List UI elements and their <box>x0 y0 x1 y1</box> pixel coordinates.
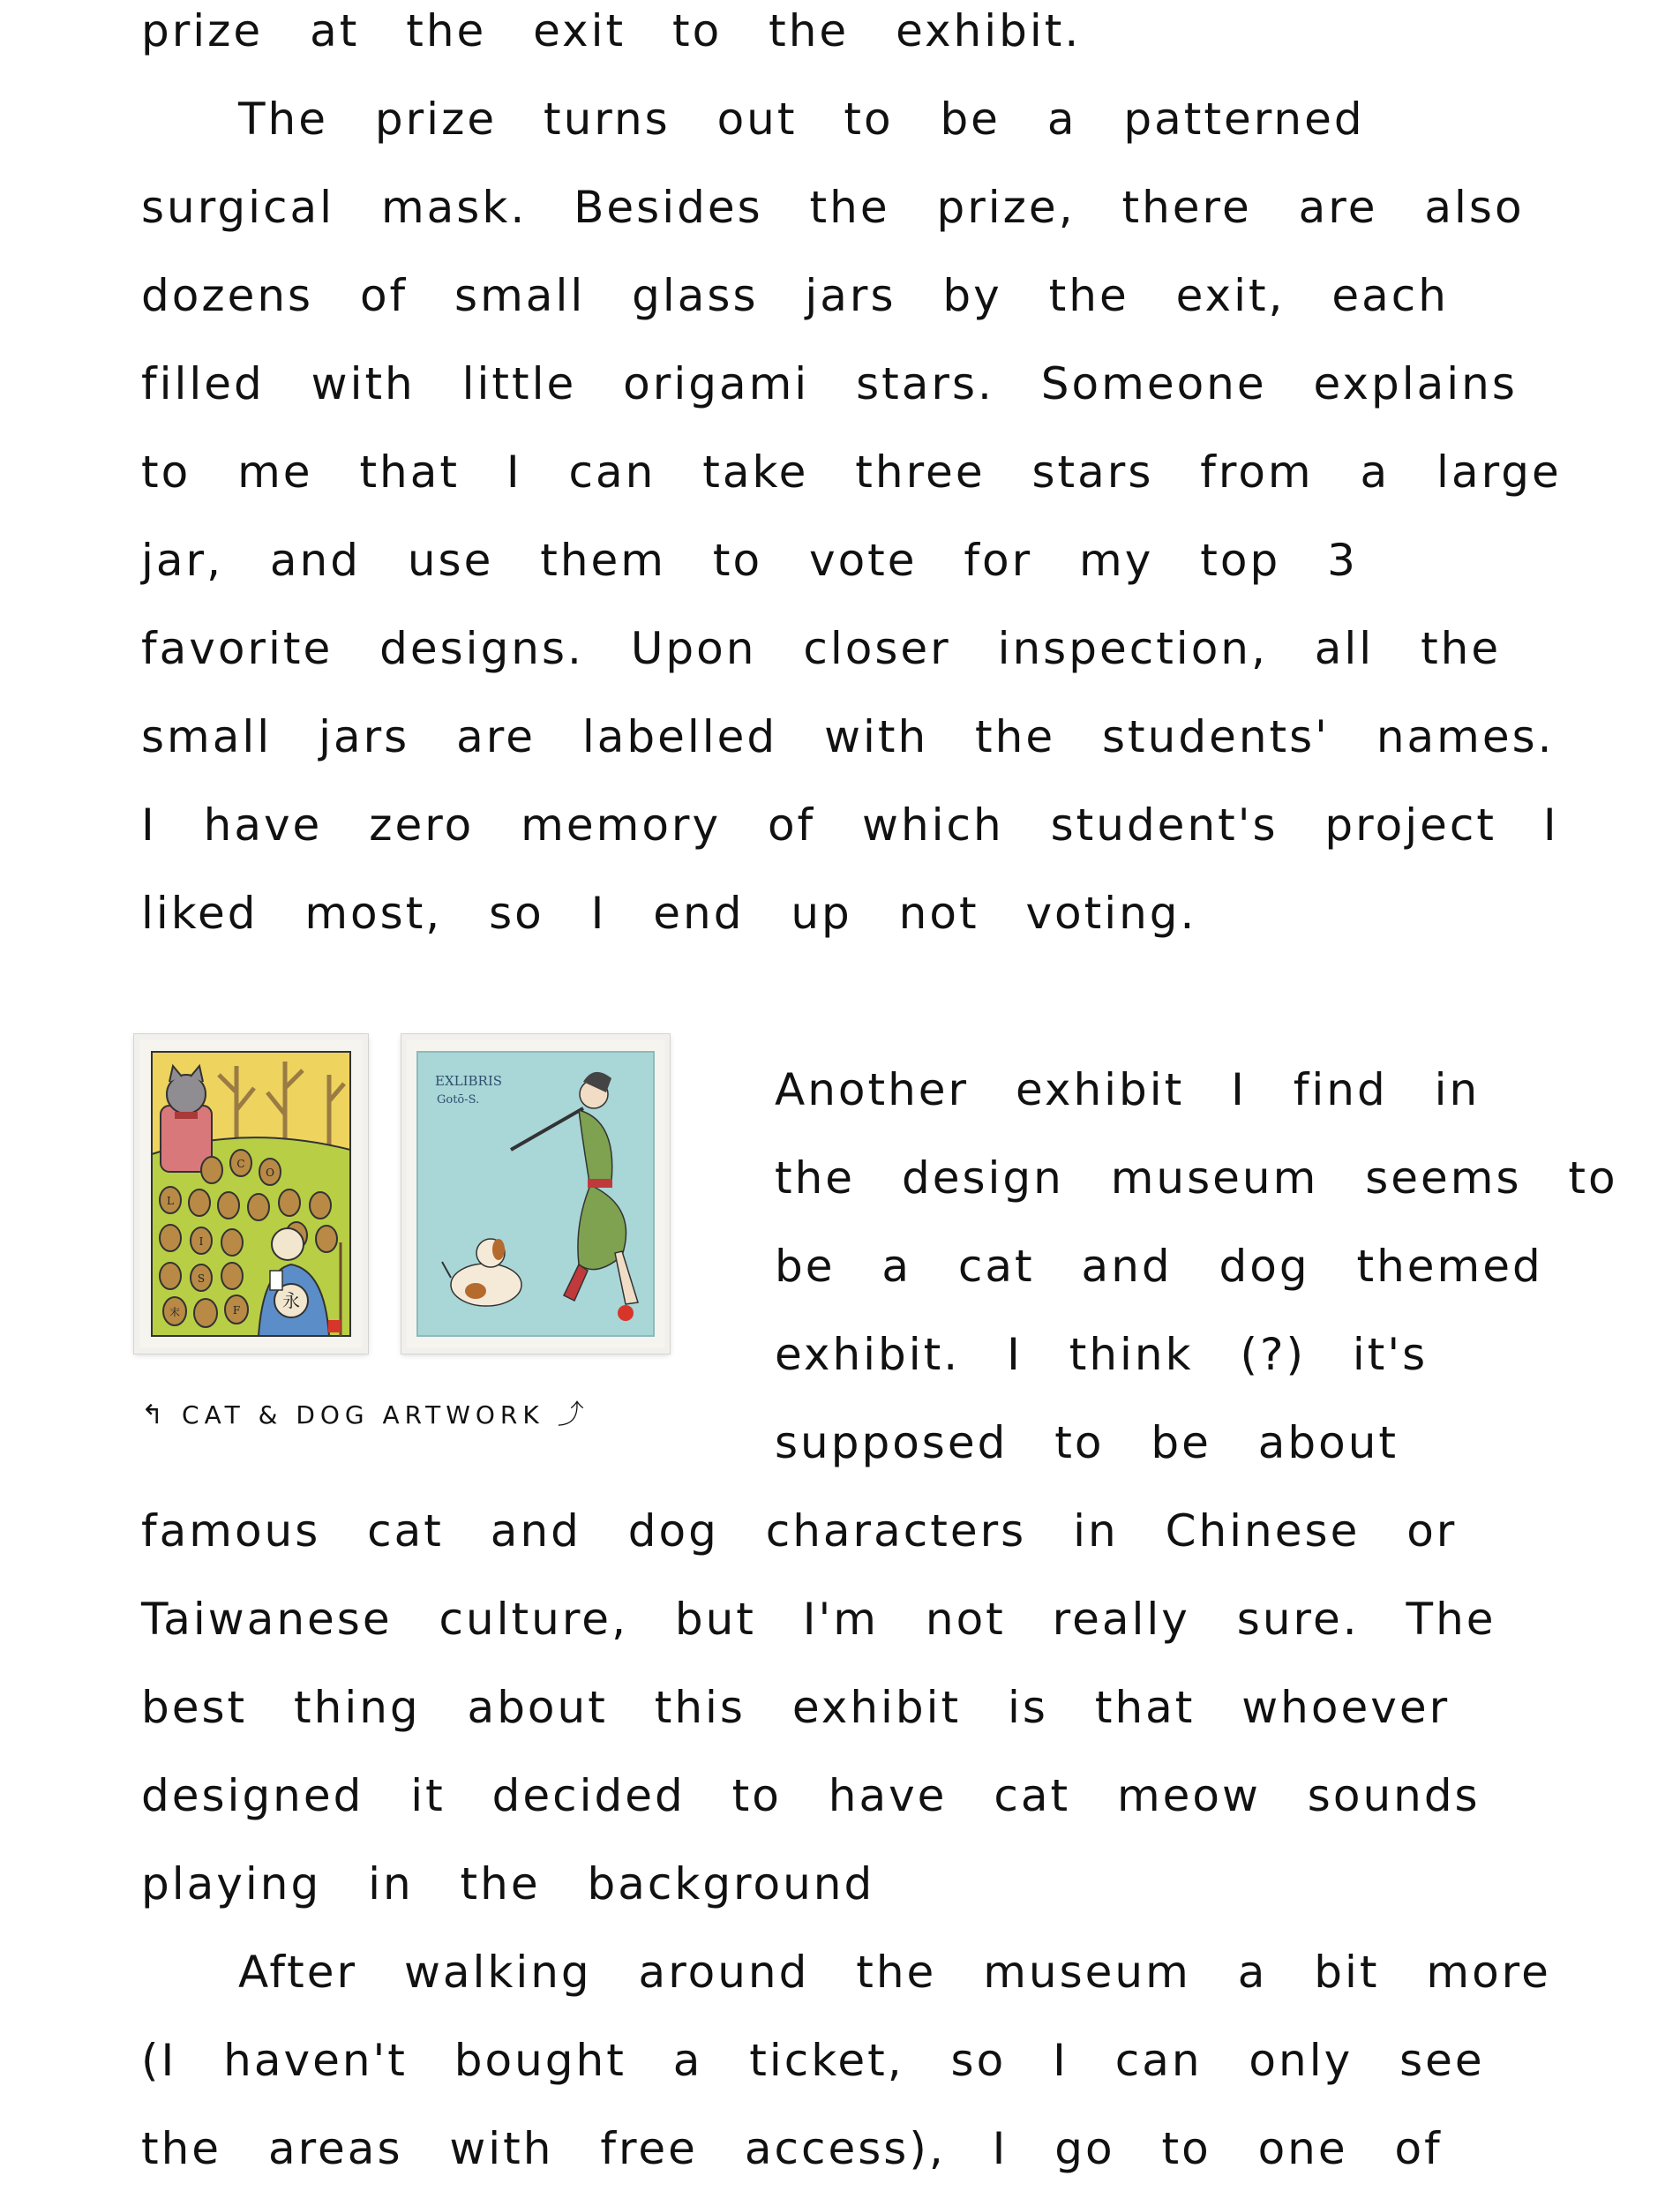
exlibris-label: EXLIBRIS <box>435 1073 503 1089</box>
text-line: filled with little origami stars. Someone explains <box>141 358 1518 409</box>
text-line: playing in the background <box>141 1858 875 1910</box>
text-line: be a cat and dog themed <box>775 1241 1543 1292</box>
arrow-up-left-icon: ↰ <box>141 1399 169 1430</box>
dog-artwork-photo <box>401 1034 670 1354</box>
text-line: best thing about this exhibit is that whoever <box>141 1682 1451 1733</box>
text-line: I have zero memory of which student's project I <box>141 799 1559 851</box>
text-line: (I haven't bought a ticket, so I can only see <box>141 2035 1485 2086</box>
text-line: designed it decided to have cat meow sounds <box>141 1770 1481 1821</box>
text-line: Taiwanese culture, but I'm not really sure. The <box>141 1594 1496 1645</box>
text-line: surgical mask. Besides the prize, there are also <box>141 182 1525 233</box>
text-line: famous cat and dog characters in Chinese or <box>141 1505 1458 1557</box>
cat-artwork-photo <box>134 1034 368 1354</box>
text-line: to me that I can take three stars from a large <box>141 446 1562 498</box>
text-line: liked most, so I end up not voting. <box>141 888 1197 939</box>
text-line: small jars are labelled with the students' names. <box>141 711 1555 762</box>
text-line: After walking around the museum a bit more <box>238 1947 1551 1998</box>
coat-character: 永 <box>282 1290 300 1311</box>
text-line: the areas with free access), I go to one of <box>141 2123 1443 2174</box>
potato-mark: F <box>232 1304 241 1317</box>
dog-artwork-illustration <box>407 1039 664 1348</box>
potato-mark: C <box>236 1158 245 1170</box>
text-line: jar, and use them to vote for my top 3 <box>141 535 1358 586</box>
text-line: supposed to be about <box>775 1417 1399 1468</box>
potato-mark: O <box>266 1167 274 1179</box>
caption-text: CAT & DOG ARTWORK <box>182 1400 544 1429</box>
potato-mark: 末 <box>169 1306 181 1318</box>
potato-mark: I <box>199 1235 204 1248</box>
artwork-caption <box>141 1392 589 1431</box>
text-line: the design museum seems to <box>775 1152 1618 1204</box>
text-line: prize at the exit to the exhibit. <box>141 5 1082 56</box>
text-line: dozens of small glass jars by the exit, each <box>141 270 1449 321</box>
exlibris-owner: Gotō-S. <box>437 1093 480 1107</box>
text-line: The prize turns out to be a patterned <box>238 94 1365 145</box>
arrow-up-right-icon: ⤴ <box>557 1399 589 1430</box>
potato-mark: S <box>197 1272 206 1285</box>
text-line: exhibit. I think (?) it's <box>775 1329 1429 1380</box>
potato-mark: L <box>167 1195 174 1207</box>
text-line: Another exhibit I find in <box>775 1064 1481 1115</box>
text-line: favorite designs. Upon closer inspection, all the <box>141 623 1502 674</box>
cat-artwork-illustration <box>139 1039 363 1348</box>
